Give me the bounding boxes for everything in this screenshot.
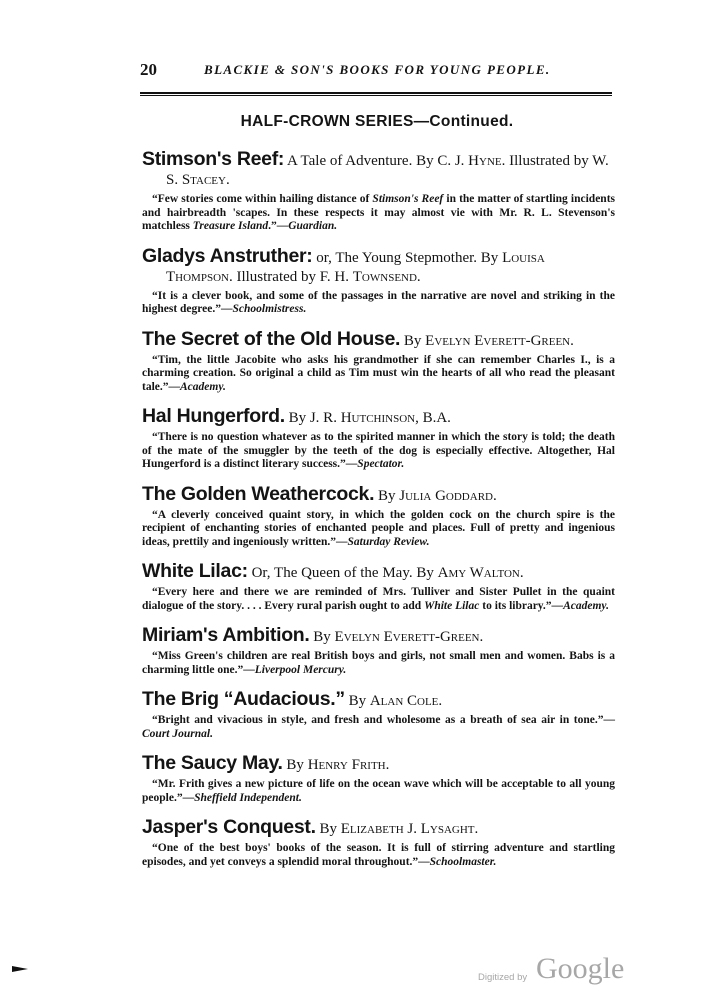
review-quote bbox=[142, 509, 615, 550]
entry-heading bbox=[142, 407, 615, 428]
review-quote bbox=[142, 193, 615, 234]
google-logo: Google bbox=[536, 952, 625, 985]
review-quote bbox=[142, 650, 615, 677]
book-title: Miriam's Ambition. bbox=[142, 624, 310, 646]
book-author: Hutchinson, B.A. bbox=[340, 410, 451, 426]
book-subtitle: By J. R. bbox=[284, 410, 341, 426]
header-rule bbox=[140, 92, 612, 96]
digitized-watermark bbox=[478, 952, 628, 992]
review-source: Academy. bbox=[563, 599, 609, 612]
entry-heading bbox=[142, 690, 615, 711]
entry-heading bbox=[142, 327, 615, 351]
book-title: The Secret of the Old House. bbox=[142, 327, 401, 350]
book-author: Louisa Thompson. bbox=[166, 249, 545, 285]
illustrator-name: Stacey. bbox=[181, 172, 230, 188]
review-quote bbox=[142, 586, 615, 613]
book-subtitle: By bbox=[282, 757, 308, 773]
book-author: Amy Walton. bbox=[437, 565, 524, 581]
book-subtitle: By bbox=[344, 693, 370, 709]
book-author: Henry Frith. bbox=[307, 757, 390, 773]
review-source: Guardian. bbox=[288, 220, 338, 232]
book-entry bbox=[142, 754, 615, 805]
illustrator-text: Illustrated by W. S. bbox=[166, 153, 609, 188]
quote-emphasis: White Lilac bbox=[424, 599, 480, 612]
book-subtitle: By bbox=[309, 629, 335, 645]
book-title: Jasper's Conquest. bbox=[142, 816, 316, 838]
review-source: Schoolmistress. bbox=[232, 303, 307, 315]
quote-emphasis: Stimson's Reef bbox=[372, 193, 444, 205]
quote-text: “One of the best boys' books of the season. It is full of stirring adventure and startling episodes, and yet conveys a splendid moral throughout.”— bbox=[142, 842, 615, 868]
quote-text: “It is a clever book, and some of the passages in the narrative are novel and striking in the highest degree.”— bbox=[142, 289, 615, 315]
book-author: C. J. Hyne. bbox=[437, 153, 506, 169]
entry-heading bbox=[142, 754, 615, 775]
book-entry bbox=[142, 407, 615, 472]
book-subtitle: By bbox=[400, 332, 426, 349]
review-quote bbox=[142, 714, 615, 741]
illustrator-name: Townsend. bbox=[352, 268, 421, 285]
book-author: Julia Goddard. bbox=[399, 487, 497, 504]
review-source: Schoolmaster. bbox=[429, 855, 497, 868]
book-author: Evelyn Everett-Green. bbox=[334, 629, 484, 645]
book-author: Elizabeth J. Lysaght. bbox=[340, 821, 479, 837]
review-quote bbox=[142, 354, 615, 395]
book-title: White Lilac: bbox=[142, 560, 248, 582]
margin-mark bbox=[12, 966, 28, 972]
book-entry bbox=[142, 562, 615, 613]
watermark-prefix: Digitized by bbox=[478, 972, 528, 983]
illustrator-text: Illustrated by F. H. bbox=[232, 268, 353, 285]
quote-text: “Few stories come within hailing distance of bbox=[152, 193, 373, 205]
book-title: Stimson's Reef: bbox=[142, 148, 285, 170]
review-source: Saturday Review. bbox=[347, 535, 430, 548]
review-quote bbox=[142, 290, 615, 317]
review-source: Court Journal. bbox=[142, 727, 213, 740]
book-title: Hal Hungerford. bbox=[142, 405, 285, 427]
book-entry bbox=[142, 482, 615, 550]
entry-heading bbox=[142, 150, 615, 190]
review-source: Spectator. bbox=[357, 458, 405, 470]
book-title: The Saucy May. bbox=[142, 752, 283, 774]
review-quote bbox=[142, 842, 615, 869]
quote-text: “There is no question whatever as to the spirited manner in which the story is told; the death of the mate of the smuggler by the teeth of the dog is especially effective. Altogether, Hal Hungerford is a distinct literary success.”— bbox=[142, 431, 615, 470]
book-entry bbox=[142, 244, 615, 317]
review-quote bbox=[142, 431, 615, 472]
book-title: Gladys Anstruther: bbox=[142, 244, 313, 267]
quote-text: in the matter of startling incidents and hairbreadth 'scapes. In these respects it may almost vie with Mr. R. L. Stevenson's matchless bbox=[142, 193, 616, 232]
book-author: Alan Cole. bbox=[369, 693, 443, 709]
quote-text: “A cleverly conceived quaint story, in which the golden cock on the church spire is the recipient of enchanting stories of enchanted people and places. Full of pretty and ingenious ideas, prettily and ingeniously written.”— bbox=[142, 508, 615, 548]
entry-heading bbox=[142, 626, 615, 647]
book-subtitle: By bbox=[374, 487, 400, 504]
review-quote bbox=[142, 778, 615, 805]
book-entry bbox=[142, 818, 615, 869]
page-number: 20 bbox=[140, 60, 157, 79]
section-title: HALF-CROWN SERIES—Continued. bbox=[240, 113, 514, 130]
quote-text: “Miss Green's children are real British boys and girls, not small men and women. Babs is a charming little one.”— bbox=[142, 650, 615, 676]
book-subtitle: By bbox=[315, 821, 341, 837]
running-head: BLACKIE & SON'S BOOKS FOR YOUNG PEOPLE. bbox=[204, 62, 551, 77]
page-header bbox=[140, 58, 620, 84]
review-source: Liverpool Mercury. bbox=[254, 663, 347, 676]
book-title: The Golden Weathercock. bbox=[142, 482, 375, 505]
entry-heading bbox=[142, 818, 615, 839]
quote-text: “Mr. Frith gives a new picture of life on the ocean wave which will be acceptable to all young people.”— bbox=[142, 778, 615, 804]
book-entry bbox=[142, 690, 615, 741]
book-list bbox=[142, 150, 615, 882]
entry-heading bbox=[142, 482, 615, 506]
book-subtitle: Or, The Queen of the May. By bbox=[247, 565, 438, 581]
quote-text: “Bright and vivacious in style, and fresh and wholesome as a breath of sea air in tone.”— bbox=[152, 714, 615, 726]
quote-text: .”— bbox=[268, 220, 289, 232]
review-source: Academy. bbox=[180, 380, 226, 393]
quote-text: “Every here and there we are reminded of Mrs. Tulliver and Sister Pullet in the quaint dialogue of the story. . . . Every rural parish ought to add bbox=[142, 586, 615, 612]
quote-text: “Tim, the little Jacobite who asks his grandmother if she can remember Charles I., is a charming creation. So original a child as Tim must win the hearts of all who read the pleasant tale.”— bbox=[142, 353, 615, 393]
book-subtitle: or, The Young Stepmother. By bbox=[312, 249, 503, 266]
entry-heading bbox=[142, 244, 615, 287]
entry-heading bbox=[142, 562, 615, 583]
book-entry bbox=[142, 150, 615, 234]
review-source: Sheffield Independent. bbox=[194, 791, 302, 804]
book-entry bbox=[142, 626, 615, 677]
quote-text: to its library.”— bbox=[479, 599, 564, 612]
book-title: The Brig “Audacious.” bbox=[142, 688, 345, 710]
book-subtitle: A Tale of Adventure. By bbox=[284, 153, 438, 169]
book-author: Evelyn Everett-Green. bbox=[425, 332, 574, 349]
book-entry bbox=[142, 327, 615, 395]
quote-emphasis: Treasure Island bbox=[192, 220, 269, 232]
